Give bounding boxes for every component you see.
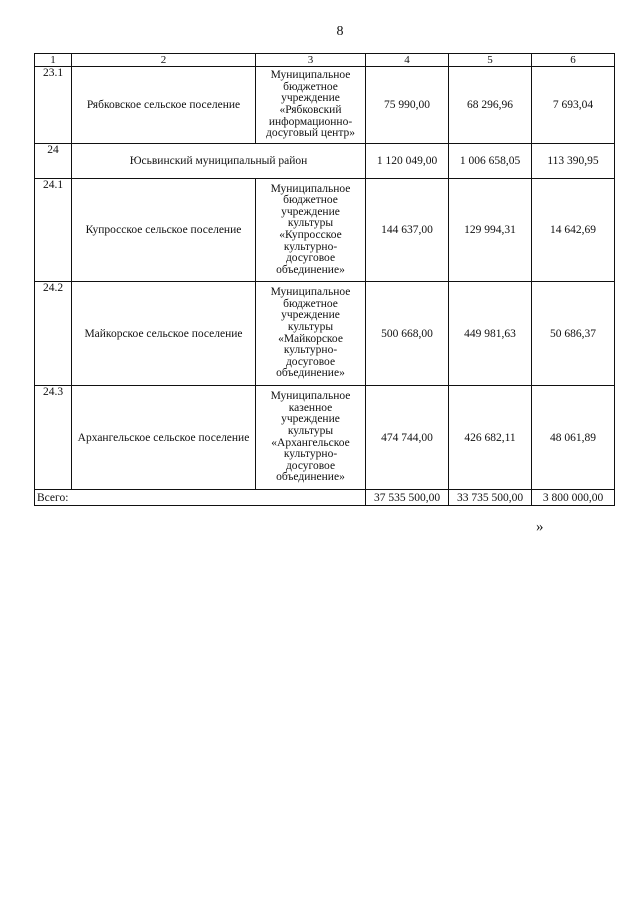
amount-col5: 129 994,31 <box>449 179 532 282</box>
institution-name: Муниципальное бюджетное учреждение «Рябковский информационно- досуговый центр» <box>256 67 366 144</box>
table-row <box>35 67 615 144</box>
amount-col4: 1 120 049,00 <box>366 144 449 179</box>
row-number: 23.1 <box>35 67 72 144</box>
row-number: 24 <box>35 144 72 179</box>
closing-quote: » <box>536 519 544 535</box>
column-number-4: 4 <box>366 54 449 67</box>
column-number-1: 1 <box>35 54 72 67</box>
amount-col6: 48 061,89 <box>532 386 615 490</box>
row-number: 24.2 <box>35 282 72 386</box>
amount-col5: 426 682,11 <box>449 386 532 490</box>
column-number-5: 5 <box>449 54 532 67</box>
municipality-name: Юсьвинский муниципальный район <box>72 144 366 179</box>
amount-col4: 474 744,00 <box>366 386 449 490</box>
amount-col5: 1 006 658,05 <box>449 144 532 179</box>
amount-col6: 113 390,95 <box>532 144 615 179</box>
municipality-name: Рябковское сельское поселение <box>72 67 256 144</box>
institution-name: Муниципальное казенное учреждение культуры «Архангельское культурно- досуговое объединение» <box>256 386 366 490</box>
amount-col6: 50 686,37 <box>532 282 615 386</box>
allocation-table <box>34 53 615 506</box>
table-header-row <box>35 54 615 67</box>
table-row <box>35 282 615 386</box>
municipality-name: Архангельское сельское поселение <box>72 386 256 490</box>
column-number-3: 3 <box>256 54 366 67</box>
amount-col4: 75 990,00 <box>366 67 449 144</box>
amount-col4: 500 668,00 <box>366 282 449 386</box>
amount-col4: 144 637,00 <box>366 179 449 282</box>
table-row <box>35 179 615 282</box>
amount-col5: 68 296,96 <box>449 67 532 144</box>
total-label: Всего: <box>35 490 366 506</box>
amount-col6: 7 693,04 <box>532 67 615 144</box>
page-number: 8 <box>336 24 344 39</box>
total-col6: 3 800 000,00 <box>532 490 615 506</box>
amount-col6: 14 642,69 <box>532 179 615 282</box>
municipality-name: Купросское сельское поселение <box>72 179 256 282</box>
table-row <box>35 386 615 490</box>
total-col4: 37 535 500,00 <box>366 490 449 506</box>
institution-name: Муниципальное бюджетное учреждение культуры «Майкорское культурно- досуговое объединение» <box>256 282 366 386</box>
amount-col5: 449 981,63 <box>449 282 532 386</box>
institution-name: Муниципальное бюджетное учреждение культуры «Купросское культурно- досуговое объединение» <box>256 179 366 282</box>
total-col5: 33 735 500,00 <box>449 490 532 506</box>
row-number: 24.3 <box>35 386 72 490</box>
column-number-6: 6 <box>532 54 615 67</box>
column-number-2: 2 <box>72 54 256 67</box>
total-row <box>35 490 615 506</box>
row-number: 24.1 <box>35 179 72 282</box>
municipality-name: Майкорское сельское поселение <box>72 282 256 386</box>
table-row <box>35 144 615 179</box>
